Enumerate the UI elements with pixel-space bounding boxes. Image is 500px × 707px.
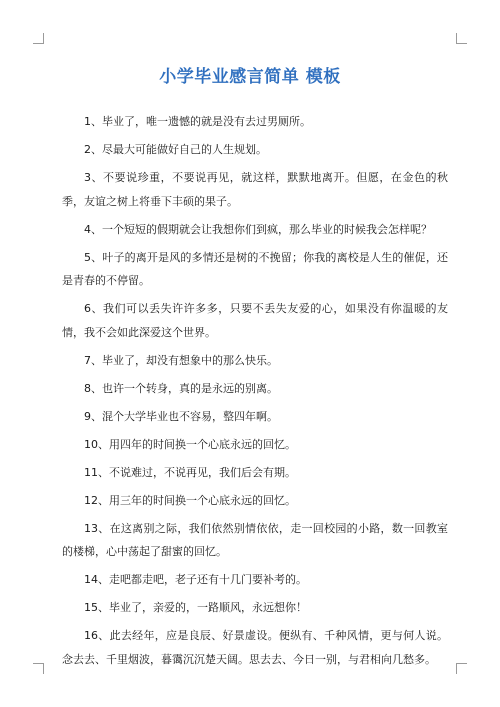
list-item: 2、尽最大可能做好自己的人生规划。 bbox=[84, 143, 267, 156]
list-item: 1、毕业了，唯一遗憾的就是没有去过男厕所。 bbox=[84, 115, 311, 128]
list-item: 16、此去经年，应是良辰、好景虚设。便纵有、千种风情，更与何人说。念去去、千里烟波，暮霭沉沉楚天阔。思去去、今日一别，与君相向几愁多。 bbox=[62, 629, 448, 666]
crop-mark-top-right bbox=[456, 33, 467, 44]
crop-mark-bottom-left bbox=[33, 663, 44, 674]
list-item: 7、毕业了，却没有想象中的那么快乐。 bbox=[84, 353, 278, 367]
list-item: 5、叶子的离开是风的多情还是树的不挽留；你我的离校是人生的催促，还是青春的不停留。 bbox=[62, 250, 448, 287]
crop-mark-bottom-right bbox=[456, 663, 467, 674]
list-item: 3、不要说珍重，不要说再见，就这样，默默地离开。但愿，在金色的秋季，友谊之树上将垂下丰硕的果子。 bbox=[62, 171, 448, 208]
list-item: 10、用四年的时间换一个心底永远的回忆。 bbox=[84, 437, 296, 451]
crop-mark-top-left bbox=[33, 33, 44, 44]
list-item: 8、也许一个转身，真的是永远的别离。 bbox=[84, 381, 278, 395]
list-item: 6、我们可以丢失许许多多，只要不丢失友爱的心，如果没有你温暖的友情，我不会如此深爱这个世界。 bbox=[62, 302, 448, 339]
list-item: 13、在这离别之际，我们依然别情依依，走一回校园的小路，数一回教室的楼梯，心中荡起了甜蜜的回忆。 bbox=[62, 521, 448, 558]
document-body bbox=[62, 110, 448, 676]
list-item: 4、一个短短的假期就会让我想你们到疯，那么毕业的时候我会怎样呢？ bbox=[84, 222, 432, 236]
page-title: 小学毕业感言简单 模板 bbox=[159, 67, 341, 87]
list-item: 14、走吧都走吧，老子还有十几门要补考的。 bbox=[84, 573, 307, 586]
list-item: 9、混个大学毕业也不容易，整四年啊。 bbox=[84, 409, 278, 423]
list-item: 11、不说难过，不说再见，我们后会有期。 bbox=[84, 465, 296, 479]
list-item: 15、毕业了，亲爱的，一路顺风，永远想你！ bbox=[84, 601, 307, 614]
list-item: 12、用三年的时间换一个心底永远的回忆。 bbox=[84, 493, 296, 507]
